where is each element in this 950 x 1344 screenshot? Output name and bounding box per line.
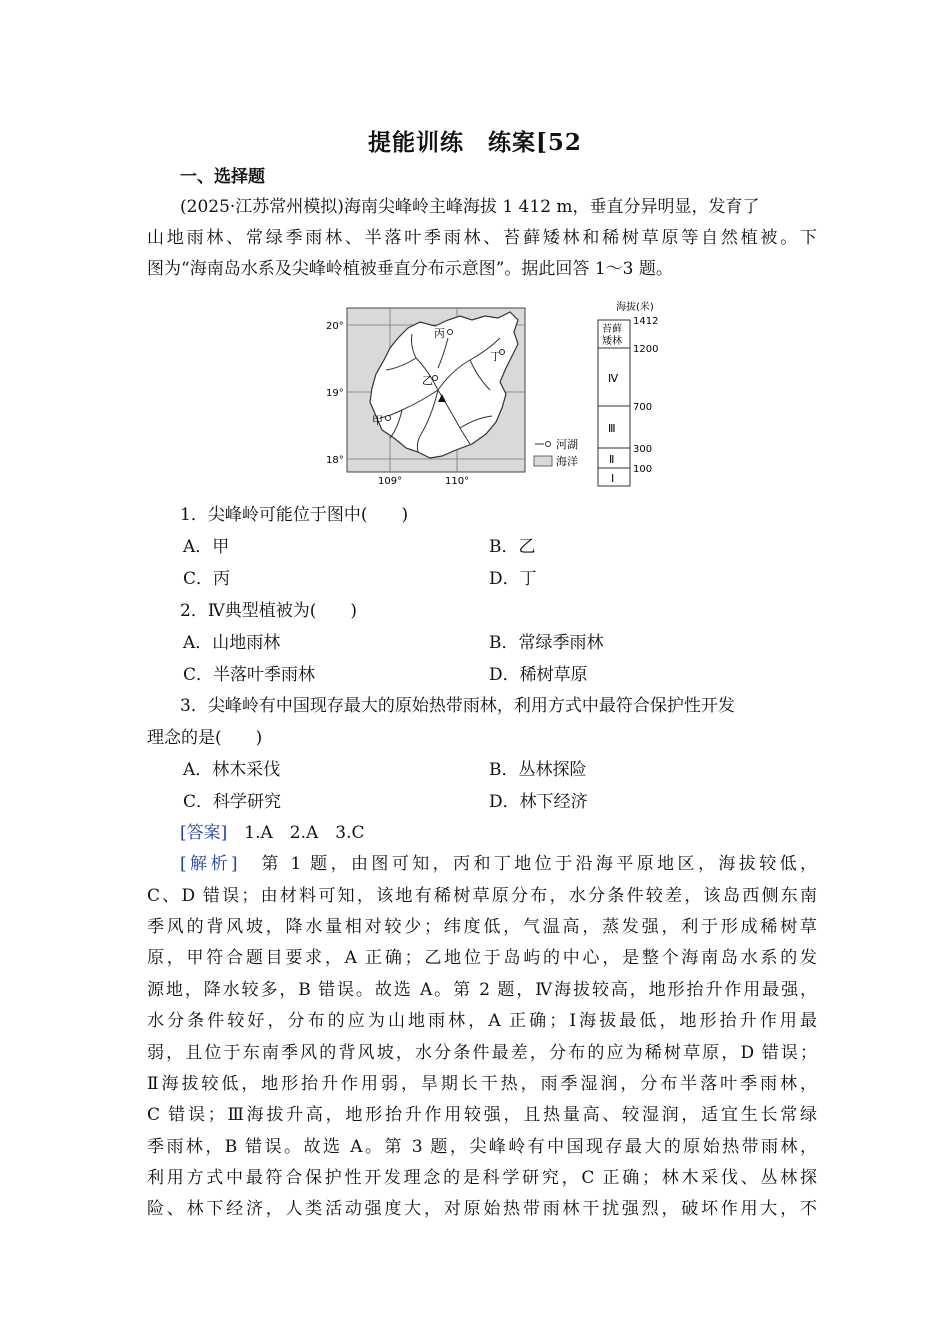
intro-line-3: 图为“海南岛水系及尖峰岭植被垂直分布示意图”。据此回答 1～3 题。 (147, 259, 673, 279)
q3-option-a: A．林木采伐 (183, 760, 281, 780)
page-title: 提能训练 练案[52 (368, 129, 582, 156)
place-marker-bing (448, 330, 453, 335)
analysis-line: 源地，降水较多，B 错误。故选 A。第 2 题，Ⅳ海拔较高，地形抬升作用最强， (147, 980, 817, 1000)
map-legend (534, 437, 578, 468)
place-label-ding: 丁 (490, 350, 501, 363)
tick-label-1412: 1412 (633, 316, 659, 327)
zone-label-iii: Ⅲ (608, 422, 616, 435)
profile-axis-title: 海拔(米) (616, 302, 654, 313)
zone-label-ii: Ⅱ (609, 453, 615, 466)
question-2-stem: 2．Ⅳ典型植被为( ) (180, 601, 358, 621)
tick-label-700: 700 (633, 402, 653, 413)
analysis-line: Ⅱ海拔较低，地形抬升作用弱，旱期长干热，雨季湿润，分布半落叶季雨林， (147, 1074, 817, 1094)
q3-option-c: C．科学研究 (183, 792, 282, 812)
analysis-line: C 错误；Ⅲ海拔升高，地形抬升作用较强，且热量高、较湿润，适宜生长常绿 (147, 1105, 817, 1125)
answer-text: 1.A 2.A 3.C (244, 823, 365, 843)
analysis-label: [解析] (180, 854, 238, 874)
analysis-line: 利用方式中最符合保护性开发理念的是科学研究，C 正确；林木采伐、丛林探 (147, 1168, 817, 1188)
question-3-stem: 3．尖峰岭有中国现存最大的原始热带雨林，利用方式中最符合保护性开发 (180, 696, 735, 716)
lon-label-109: 109° (378, 476, 403, 487)
place-marker-yi (433, 376, 438, 381)
place-marker-jia (386, 416, 391, 421)
lat-label-19: 19° (326, 388, 344, 399)
tick-label-100: 100 (633, 464, 653, 475)
q2-option-a: A．山地雨林 (183, 633, 281, 653)
q1-option-d: D．丁 (489, 569, 537, 589)
place-label-yi: 乙 (422, 374, 433, 387)
zone-label-dwarf-forest: 矮林 (602, 336, 622, 347)
analysis-line: 季雨林，B 错误。故选 A。第 3 题，尖峰岭有中国现存最大的原始热带雨林， (147, 1137, 817, 1157)
legend-river-lake: 河湖 (556, 438, 578, 451)
analysis-line: 弱，且位于东南季风的背风坡，水分条件最差，分布的应为稀树草原，D 错误； (147, 1043, 817, 1063)
analysis-line: 季风的背风坡，降水量相对较少；纬度低，气温高，蒸发强，利于形成稀树草 (147, 917, 817, 937)
q1-option-b: B．乙 (489, 537, 536, 557)
lat-label-20: 20° (326, 321, 344, 332)
q2-option-d: D．稀树草原 (489, 665, 588, 685)
tick-label-300: 300 (633, 444, 653, 455)
lon-label-110: 110° (445, 476, 470, 487)
intro-line-1 (180, 196, 850, 218)
intro-line-1-text: 海南尖峰岭主峰海拔 1 412 m，垂直分异明显，发育了 (343, 197, 760, 217)
tick-label-1200: 1200 (633, 344, 659, 355)
analysis-line: 险、林下经济，人类活动强度大，对原始热带雨林干扰强烈，破坏作用大，不 (147, 1199, 817, 1219)
q2-option-b: B．常绿季雨林 (489, 633, 604, 653)
question-3-stem-cont: 理念的是( ) (147, 728, 263, 748)
place-label-jia: 甲 (372, 414, 383, 427)
legend-ocean: 海洋 (556, 455, 578, 468)
q3-option-d: D．林下经济 (489, 792, 588, 812)
hainan-figure (320, 298, 690, 490)
intro-source: (2025·江苏常州模拟) (180, 197, 344, 217)
analysis-first-line (180, 853, 817, 875)
analysis-first-text: 第 1 题，由图可知，丙和丁地位于沿海平原地区，海拔较低， (261, 854, 818, 874)
lat-label-18: 18° (326, 455, 344, 466)
intro-line-2: 山地雨林、常绿季雨林、半落叶季雨林、苔藓矮林和稀树草原等自然植被。下 (147, 228, 817, 248)
q1-option-c: C．丙 (183, 569, 231, 589)
q1-option-a: A．甲 (183, 537, 230, 557)
place-label-bing: 丙 (434, 327, 445, 340)
analysis-line: C、D 错误；由材料可知，该地有稀树草原分布，水分条件较差，该岛西侧东南 (147, 886, 817, 906)
q3-option-b: B．丛林探险 (489, 760, 587, 780)
section-heading: 一、选择题 (180, 167, 265, 187)
zone-label-moss: 苔藓 (602, 324, 622, 335)
zone-label-i: Ⅰ (611, 472, 615, 485)
answer-label: [答案] (180, 823, 228, 843)
answer-line (180, 822, 850, 844)
zone-label-iv: Ⅳ (608, 372, 619, 385)
ocean-legend-icon (534, 456, 552, 466)
analysis-line: 水分条件较好，分布的应为山地雨林，A 正确；Ⅰ海拔最低，地形抬升作用最 (147, 1011, 817, 1031)
q2-option-c: C．半落叶季雨林 (183, 665, 316, 685)
analysis-line: 原，甲符合题目要求，A 正确；乙地位于岛屿的中心，是整个海南岛水系的发 (147, 948, 817, 968)
question-1-stem: 1．尖峰岭可能位于图中( ) (180, 505, 409, 525)
